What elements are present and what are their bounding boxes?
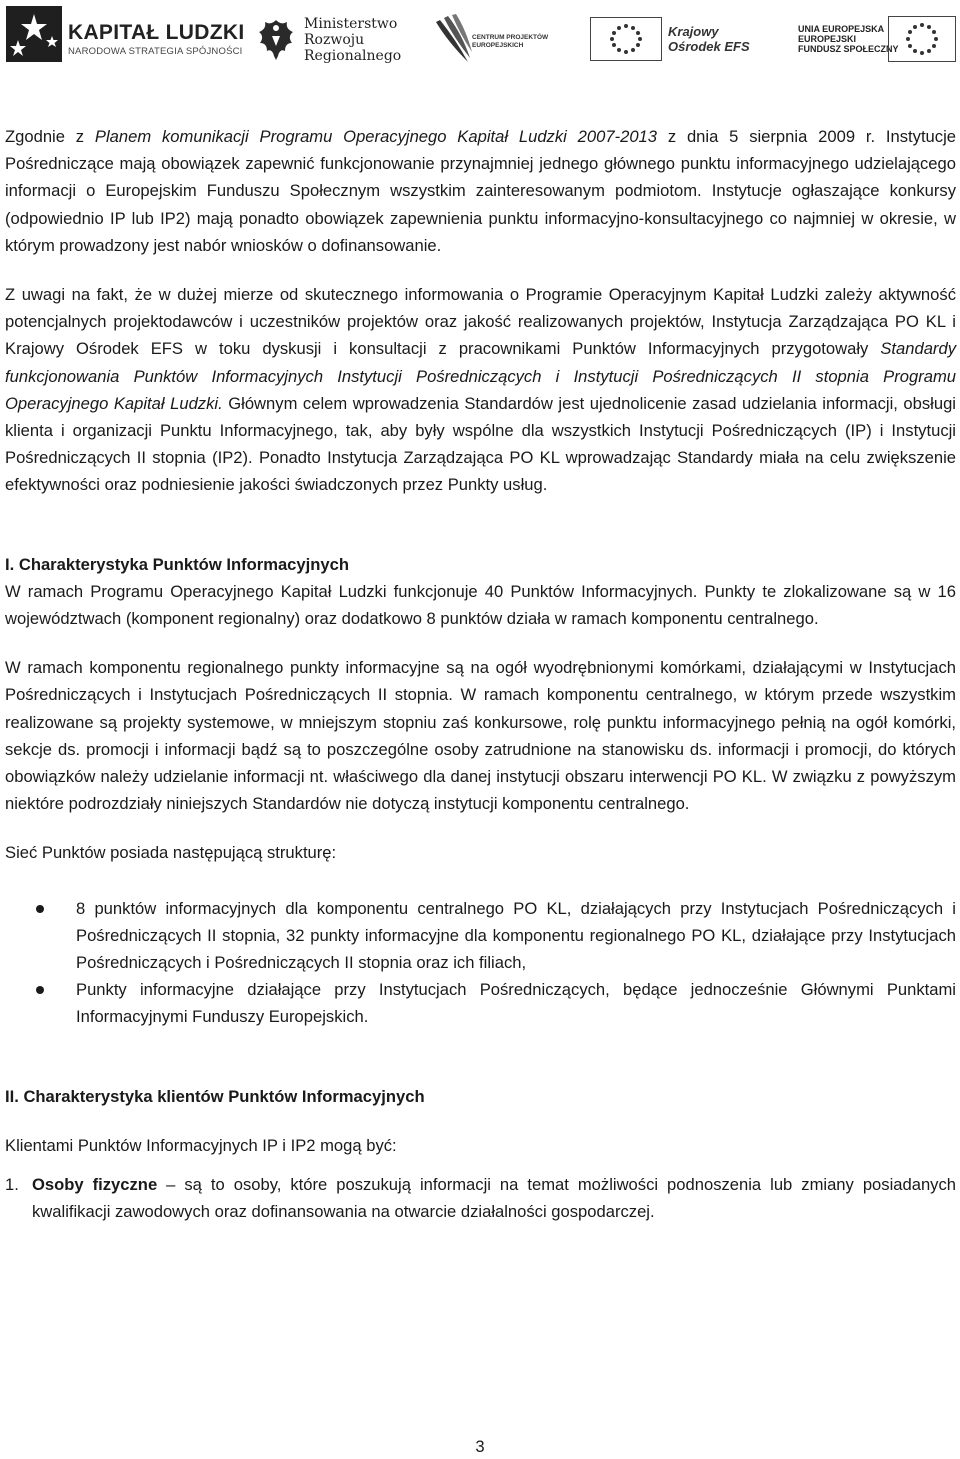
structure-intro: Sieć Punktów posiada następującą strukturę:: [5, 843, 337, 863]
list-item-text: Punkty informacyjne działające przy Instytucjach Pośredniczących, będące jednocześnie Głównymi Punktami Informacyjnymi Funduszy Europejskich.: [76, 980, 956, 1027]
clients-list: [5, 1171, 956, 1225]
document-body: [5, 123, 956, 1226]
ministerstwo-line-1: Ministerstwo: [304, 16, 398, 32]
header-logos: [0, 0, 960, 80]
kapital-ludzki-title: KAPITAŁ LUDZKI: [68, 21, 245, 44]
kapital-ludzki-logo-text: [68, 22, 244, 57]
krajowy-line-2: Ośrodek EFS: [668, 39, 750, 54]
kapital-ludzki-subtitle: NARODOWA STRATEGIA SPÓJNOŚCI: [68, 46, 243, 57]
intro-plan-title: Planem komunikacji Programu Operacyjnego Kapitał Ludzki 2007-2013: [94, 127, 658, 146]
ue-line-3: FUNDUSZ SPOŁECZNY: [798, 44, 899, 54]
cpe-line-2: EUROPEJSKICH: [472, 42, 524, 49]
eu-flag-icon: [888, 16, 956, 62]
unia-europejska-logo-text: [798, 24, 899, 54]
centrum-projektow-logo-text: [472, 34, 548, 50]
intro-text-2: z dnia 5 sierpnia 2009 r. Instytucje Pośredniczące mają obowiązek zapewnić funkcjonowanie przynajmniej jednego głównego punktu informacyjnego udzielającego informacji o Europejskim Funduszu Społecznym wszystkim zainteresowanym podmiotom. Instytucje ogłaszające konkursy (odpowiednio IP lub IP2) mają ponadto obowiązek zapewnienia punktu informacyjno-konsultacyjnego co najmniej w okresie, w którym prowadzony jest nabór wniosków o dofinansowanie.: [5, 127, 956, 255]
eu-flag-icon: [590, 17, 662, 61]
ue-line-2: EUROPEJSKI: [798, 34, 857, 44]
page-number: 3: [475, 1437, 485, 1456]
cpe-line-1: CENTRUM PROJEKTÓW: [472, 34, 549, 41]
ministerstwo-line-3: Regionalnego: [304, 48, 402, 64]
section-1-heading: I. Charakterystyka Punktów Informacyjnych: [5, 554, 349, 574]
list-item: [5, 1171, 956, 1225]
standards-document-title: Standardy funkcjonowania Punktów Informacyjnych Instytucji Pośredniczących i Instytucji Pośredniczących II stopnia Programu Operacyjnego Kapitał Ludzki.: [5, 339, 956, 413]
section-2-intro: Klientami Punktów Informacyjnych IP i IP2 mogą być:: [5, 1135, 397, 1155]
list-item-term: Osoby fizyczne: [32, 1175, 158, 1195]
kapital-ludzki-logo-icon: [6, 6, 62, 62]
structure-list: [5, 895, 956, 1031]
bullet-icon: [36, 986, 44, 994]
krajowy-line-1: Krajowy: [668, 24, 719, 39]
section-1-paragraph-1: W ramach Programu Operacyjnego Kapitał Ludzki funkcjonuje 40 Punktów Informacyjnych. Punkty te zlokalizowane są w 16 województwach (komponent regionalny) oraz dodatkowo 8 punktów działa w ramach komponentu centralnego.: [5, 581, 956, 629]
bullet-icon: [36, 905, 44, 913]
section-1-paragraph-2: W ramach komponentu regionalnego punkty informacyjne są na ogół wyodrębnionymi komórkami, działającymi w Instytucjach Pośredniczących i Instytucjach Pośredniczących II stopnia. W ramach komponentu centralnego, w którym przede wszystkim realizowane są projekty systemowe, w mniejszym stopniu zaś konkursowe, rolę punktu informacyjnego pełnią na ogół komórki, sekcje ds. promocji i informacji bądź są to poszczególne osoby zatrudnione na stanowisku ds. informacji i promocji, do których obowiązków należy udzielanie informacji nt. właściwego dla danej instytucji obszaru interwencji PO KL. W związku z powyższym niektóre podrozdziały niniejszych Standardów nie dotyczą instytucji komponentu centralnego.: [5, 658, 956, 814]
list-item-number: 1.: [5, 1175, 19, 1195]
ue-line-1: UNIA EUROPEJSKA: [798, 24, 885, 34]
section-2-heading: II. Charakterystyka klientów Punktów Informacyjnych: [5, 1086, 425, 1106]
ministerstwo-line-2: Rozwoju: [304, 32, 365, 48]
standards-paragraph: [5, 281, 956, 499]
krajowy-osrodek-efs-logo-text: [668, 24, 750, 54]
intro-text-1: Zgodnie z: [5, 127, 95, 146]
intro-paragraph: [5, 123, 956, 259]
list-item: [5, 895, 956, 977]
standards-text-1: Z uwagi na fakt, że w dużej mierze od skutecznego informowania o Programie Operacyjnym Kapitał Ludzki zależy aktywność potencjalnych projektodawców i uczestników projektów oraz jakość realizowanych projektów, Instytucja Zarządzająca PO KL i Krajowy Ośrodek EFS w toku dyskusji i konsultacji z pracownikami Punktów Informacyjnych przygotowały: [5, 285, 956, 359]
eagle-emblem-icon: [255, 16, 297, 64]
list-item-text: – są to osoby, które poszukują informacji na temat możliwości podnoszenia lub zmiany posiadanych kwalifikacji zawodowych oraz dofinansowania na otwarcie działalności gospodarczej.: [32, 1175, 956, 1222]
list-item: [5, 976, 956, 1030]
list-item-text: 8 punktów informacyjnych dla komponentu centralnego PO KL, działających przy Instytucjach Pośredniczących i Pośredniczących II stopnia, 32 punkty informacyjne dla komponentu regionalnego PO KL, działające przy Instytucjach Pośredniczących i Pośredniczących II stopnia oraz ich filiach,: [76, 898, 956, 973]
standards-text-2: Głównym celem wprowadzenia Standardów jest ujednolicenie zasad udzielania informacji, obsługi klienta i organizacji Punktu Informacyjnego, tak, aby były wspólne dla wszystkich Instytucji Pośredniczących (IP) i Instytucji Pośredniczących II stopnia (IP2). Ponadto Instytucja Zarządzająca PO KL wprowadzając Standardy miała na celu zwiększenie efektywności oraz podniesienie jakości świadczonych przez Punkty usług.: [5, 393, 956, 495]
ministerstwo-logo-text: [304, 16, 401, 64]
